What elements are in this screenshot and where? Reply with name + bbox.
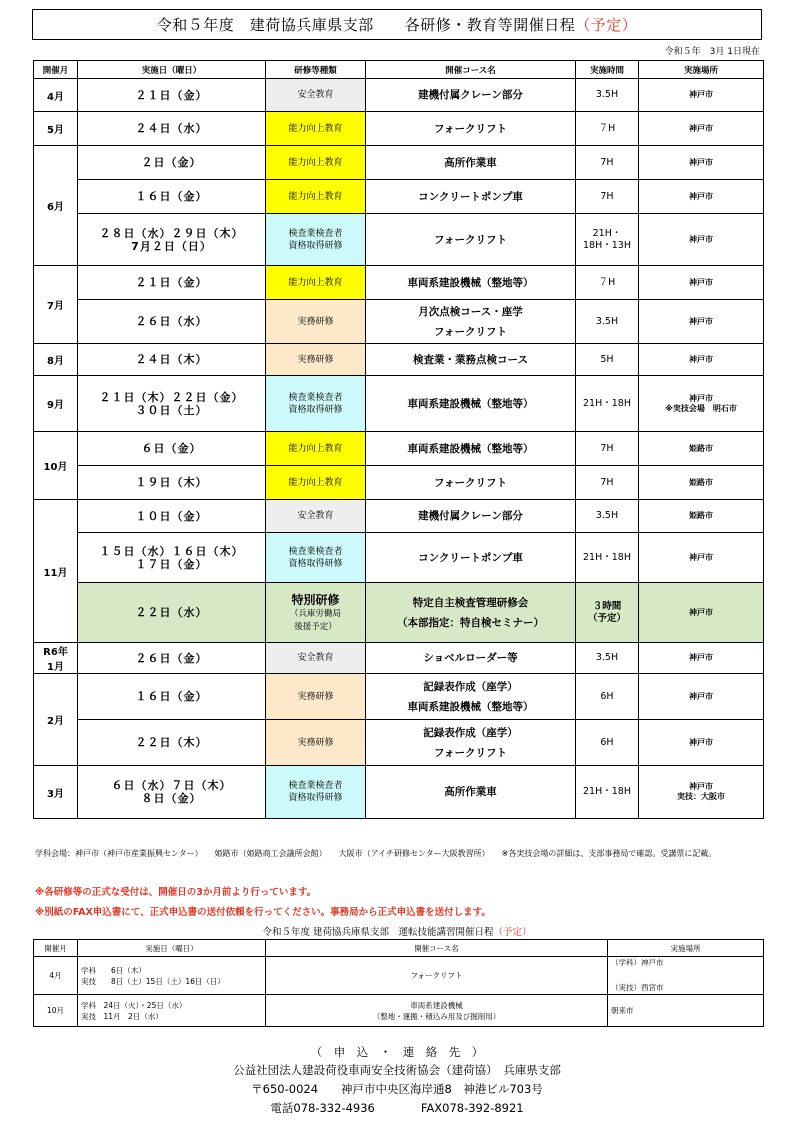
type-note: 後援予定）: [294, 621, 337, 632]
skills-row: [34, 995, 764, 1027]
as-of-date: 令和５年 3月 1日現在: [664, 47, 760, 57]
notice-fax: ※別紙のFAX申込書にて、正式申込書の送付依頼を行ってください。事務局から正式申込書を送付します。: [35, 907, 491, 918]
type-note: （兵庫労働局: [289, 608, 341, 619]
type-cell: 検査業検査者 資格取得研修: [266, 376, 366, 432]
hours-line: 21H・18H: [583, 397, 631, 409]
place-line: 神戸市: [689, 653, 713, 662]
course-cell: [366, 766, 576, 819]
schedule-row: [34, 146, 764, 180]
place-cell: [639, 720, 764, 766]
sub-place-line: 朝来市: [611, 1006, 634, 1015]
schedule-row: [34, 766, 764, 819]
date-cell: [78, 766, 266, 819]
month-cell: 3月: [34, 766, 78, 819]
place-line: 神戸市: [689, 552, 713, 562]
hours-line: 6H: [600, 690, 614, 702]
place-line: 神戸市: [689, 277, 713, 287]
type-cell: 能力向上教育: [266, 146, 366, 180]
sub-header-place: 実施場所: [608, 940, 764, 957]
date-cell: [78, 376, 266, 432]
hours-line: 21H・18H: [583, 551, 631, 563]
month-cell: 5月: [34, 112, 78, 146]
schedule-row: [34, 466, 764, 500]
date-cell: [78, 643, 266, 674]
schedule-row: [34, 432, 764, 466]
sub-title: [0, 924, 794, 938]
date-line: １５日（水）１６日（木）: [99, 544, 244, 558]
course-cell: [366, 300, 576, 344]
schedule-header-row: [34, 61, 764, 79]
type-cell: 安全教育: [266, 643, 366, 674]
date-line: １０日（金）: [135, 509, 208, 523]
type-cell: 安全教育: [266, 79, 366, 112]
place-cell: [639, 674, 764, 720]
course-cell: [366, 720, 576, 766]
course-line: 特定自主検査管理研修会: [412, 596, 529, 609]
course-cell: [366, 266, 576, 300]
sub-course-line: フォークリフト: [410, 971, 463, 980]
place-cell: [639, 180, 764, 214]
sub-date-line: 学科 6日（木）: [81, 965, 146, 975]
place-cell: [639, 533, 764, 583]
sub-place-line: （学科）神戸市: [611, 958, 664, 967]
date-line: ２８日（水）２９日（木）: [99, 226, 244, 240]
place-cell: [639, 766, 764, 819]
date-line: １７日（金）: [135, 557, 208, 571]
type-cell: 能力向上教育: [266, 180, 366, 214]
place-line: 姫路市: [689, 477, 713, 487]
place-line: 神戸市: [689, 316, 713, 326]
sub-date-cell: [78, 995, 266, 1027]
place-line: 姫路市: [689, 511, 713, 520]
course-line: 車両系建設機械（整地等）: [407, 276, 534, 289]
course-line: 車両系建設機械（整地等）: [407, 442, 534, 455]
type-cell: 実務研修: [266, 720, 366, 766]
type-cell: 能力向上教育: [266, 432, 366, 466]
type-cell: 検査業検査者 資格取得研修: [266, 766, 366, 819]
type-cell: 能力向上教育: [266, 112, 366, 146]
date-line: １６日（金）: [135, 190, 208, 203]
schedule-table: [33, 60, 764, 819]
hours-cell: [576, 300, 639, 344]
date-line: １６日（金）: [135, 690, 208, 703]
hours-cell: [576, 533, 639, 583]
sub-date-line: 実技 8日（土）15日（土）16日（日）: [81, 976, 225, 986]
sub-date-line: 実技 11月 2日（水）: [81, 1011, 163, 1021]
date-line: ３０日（土）: [135, 403, 208, 417]
hours-cell: [576, 180, 639, 214]
hours-line: 6H: [600, 736, 614, 748]
month-cell: 7月: [34, 266, 78, 344]
course-cell: [366, 112, 576, 146]
hours-cell: [576, 583, 639, 643]
place-cell: [639, 643, 764, 674]
title-suffix: （予定）: [575, 16, 638, 34]
hours-line: 3.5H: [595, 89, 619, 100]
hours-cell: [576, 112, 639, 146]
sub-course-cell: [266, 995, 608, 1027]
schedule-row: [34, 643, 764, 674]
type-cell: 実務研修: [266, 300, 366, 344]
header-month: 開催月: [34, 61, 78, 79]
notice-reception: ※各研修等の正式な受付は、開催日の3か月前より行っています。: [35, 887, 317, 898]
place-cell: [639, 112, 764, 146]
sub-place-line: （実技）西宮市: [611, 983, 664, 992]
course-cell: [366, 214, 576, 266]
date-cell: [78, 466, 266, 500]
place-cell: [639, 583, 764, 643]
course-cell: [366, 533, 576, 583]
hours-line: 7H: [600, 190, 614, 202]
course-cell: [366, 500, 576, 533]
hours-cell: [576, 766, 639, 819]
schedule-row: [34, 376, 764, 432]
course-line: フォークリフト: [434, 476, 507, 489]
course-cell: [366, 674, 576, 720]
skills-row: [34, 957, 764, 995]
header-type: 研修等種類: [266, 61, 366, 79]
course-line: 車両系建設機械（整地等）: [407, 397, 534, 410]
date-cell: [78, 112, 266, 146]
course-line: 建機付属クレーン部分: [418, 510, 523, 522]
schedule-row: [34, 79, 764, 112]
sub-header-month: 開催月: [34, 940, 78, 957]
place-line: 姫路市: [689, 443, 713, 453]
sub-date-cell: [78, 957, 266, 995]
course-line: コンクリートポンプ車: [418, 190, 523, 203]
place-cell: [639, 500, 764, 533]
course-line: 月次点検コース・座学: [418, 305, 523, 318]
venue-note: 学科会場：神戸市（神戸市産業振興センター） 姫路市（姫路商工会議所会館） 大阪市（アイチ研修センター大阪教習所） ※各実技会場の詳細は、支部事務局で確認。受講票に記載。: [35, 849, 717, 858]
schedule-row: [34, 674, 764, 720]
type-cell: 能力向上教育: [266, 266, 366, 300]
month-cell: 4月: [34, 79, 78, 112]
date-cell: [78, 300, 266, 344]
sub-header-course: 開催コース名: [266, 940, 608, 957]
place-line: 神戸市: [689, 782, 713, 791]
type-cell: 安全教育: [266, 500, 366, 533]
header-hours: 実施時間: [576, 61, 639, 79]
page-title: [32, 9, 762, 40]
course-line: （本部指定：特自検セミナー）: [397, 616, 544, 629]
hours-cell: [576, 643, 639, 674]
contact-org: 公益社団法人建設荷役車両安全技術協会（建荷協） 兵庫県支部: [233, 1063, 561, 1077]
sub-course-cell: [266, 957, 608, 995]
course-cell: [366, 180, 576, 214]
place-cell: [639, 146, 764, 180]
date-cell: [78, 432, 266, 466]
course-line: 高所作業車: [444, 156, 497, 169]
type-label: 特別研修: [291, 592, 340, 607]
hours-cell: [576, 432, 639, 466]
course-line: コンクリートポンプ車: [418, 551, 523, 564]
date-line: ８日（金）: [141, 792, 202, 805]
course-line: フォークリフト: [434, 746, 507, 759]
contact-address: 〒650-0024 神戸市中央区海岸通8 神港ビル703号: [251, 1082, 543, 1096]
type-cell: 検査業検査者 資格取得研修: [266, 533, 366, 583]
hours-cell: [576, 146, 639, 180]
month-cell: 6月: [34, 146, 78, 266]
sub-date-line: 学科 24日（火）・25日（水）: [81, 1000, 187, 1010]
contact-phone: 電話078-332-4936 FAX078-392-8921: [270, 1101, 524, 1115]
place-line: ※実技会場 明石市: [665, 403, 737, 413]
place-line: 神戸市: [689, 157, 713, 167]
course-cell: [366, 583, 576, 643]
sub-place-cell: [608, 995, 764, 1027]
type-cell: 能力向上教育: [266, 466, 366, 500]
date-cell: [78, 344, 266, 376]
date-line: ２１日（金）: [135, 88, 208, 102]
sub-title-main: 令和５年度 建荷協兵庫県支部 運転技能講習開催日程: [262, 927, 494, 938]
place-cell: [639, 79, 764, 112]
schedule-row: [34, 112, 764, 146]
hours-cell: [576, 376, 639, 432]
date-line: 7月２日（日）: [131, 239, 212, 253]
hours-cell: [576, 500, 639, 533]
course-line: 検査業・業務点検コース: [413, 353, 528, 366]
type-cell: 実務研修: [266, 344, 366, 376]
sub-place-cell: [608, 957, 764, 995]
place-line: 神戸市: [689, 234, 713, 244]
sub-title-suffix: （予定）: [493, 927, 532, 938]
skills-table: [33, 939, 764, 1027]
course-line: 建機付属クレーン部分: [418, 89, 523, 101]
place-cell: [639, 432, 764, 466]
hours-cell: [576, 266, 639, 300]
place-cell: [639, 466, 764, 500]
hours-line: ７H: [598, 122, 616, 134]
place-line: 神戸市: [689, 90, 713, 99]
sub-month-cell: 4月: [34, 957, 78, 995]
hours-line: 21H・: [592, 227, 622, 239]
type-cell: [266, 583, 366, 643]
date-cell: [78, 266, 266, 300]
date-cell: [78, 180, 266, 214]
date-line: ２６日（金）: [135, 651, 208, 665]
date-cell: [78, 720, 266, 766]
date-line: ２２日（木）: [135, 736, 208, 749]
date-cell: [78, 146, 266, 180]
place-line: 神戸市: [689, 354, 713, 364]
course-cell: [366, 432, 576, 466]
month-cell: 8月: [34, 344, 78, 376]
place-line: 神戸市: [689, 393, 713, 403]
hours-line: 5H: [600, 353, 614, 365]
place-line: 神戸市: [689, 607, 713, 617]
place-line: 実技：大阪市: [677, 792, 725, 801]
hours-line: 18H・13H: [583, 239, 631, 251]
month-cell: 10月: [34, 432, 78, 500]
hours-line: ３時間: [592, 600, 622, 612]
date-cell: [78, 583, 266, 643]
schedule-row: [34, 500, 764, 533]
course-line: ショベルローダー等: [423, 652, 518, 664]
hours-cell: [576, 79, 639, 112]
date-line: ２４日（木）: [135, 353, 208, 366]
contact-heading: （ 申 込 ・ 連 絡 先 ）: [310, 1045, 484, 1059]
header-date: 実施日（曜日）: [78, 61, 266, 79]
sub-course-line: 車両系建設機械: [410, 1000, 463, 1010]
hours-line: ７H: [598, 276, 616, 288]
course-cell: [366, 466, 576, 500]
date-cell: [78, 79, 266, 112]
hours-line: 3.5H: [595, 510, 619, 521]
place-cell: [639, 376, 764, 432]
schedule-row: [34, 180, 764, 214]
course-line: 高所作業車: [444, 786, 497, 798]
place-cell: [639, 300, 764, 344]
month-cell: R6年 1月: [34, 643, 78, 674]
schedule-row: [34, 344, 764, 376]
date-line: ２１日（金）: [135, 276, 208, 289]
course-cell: [366, 79, 576, 112]
date-line: ６日（金）: [141, 442, 202, 455]
course-line: 車両系建設機械（整地等）: [407, 700, 534, 713]
type-cell: 実務研修: [266, 674, 366, 720]
hours-line: 3.5H: [595, 315, 619, 327]
course-line: 記録表作成（座学）: [423, 726, 518, 739]
date-line: ２４日（水）: [135, 122, 208, 135]
sub-course-line: （整地・運搬・積込み用及び掘削用）: [372, 1011, 501, 1021]
hours-cell: [576, 214, 639, 266]
date-cell: [78, 214, 266, 266]
hours-line: 3.5H: [595, 652, 619, 663]
date-line: １９日（木）: [135, 476, 208, 489]
date-line: ２日（金）: [141, 156, 202, 169]
header-place: 実施場所: [639, 61, 764, 79]
course-cell: [366, 344, 576, 376]
course-line: フォークリフト: [434, 325, 507, 338]
date-line: ２６日（水）: [135, 315, 208, 328]
schedule-row: [34, 266, 764, 300]
skills-header-row: [34, 940, 764, 957]
hours-line: 21H・18H: [583, 786, 631, 797]
hours-line: （予定）: [587, 612, 626, 624]
hours-cell: [576, 344, 639, 376]
place-cell: [639, 344, 764, 376]
month-cell: 11月: [34, 500, 78, 643]
date-cell: [78, 674, 266, 720]
place-cell: [639, 214, 764, 266]
course-line: 記録表作成（座学）: [423, 680, 518, 693]
course-line: フォークリフト: [434, 233, 507, 246]
date-line: ２１日（木）２２日（金）: [99, 390, 244, 404]
hours-line: 7H: [600, 156, 614, 168]
schedule-row: [34, 720, 764, 766]
schedule-row: [34, 300, 764, 344]
schedule-row: [34, 214, 764, 266]
place-line: 神戸市: [689, 191, 713, 201]
hours-line: 7H: [600, 476, 614, 488]
date-cell: [78, 500, 266, 533]
sub-month-cell: 10月: [34, 995, 78, 1027]
place-line: 神戸市: [689, 123, 713, 133]
date-line: ２２日（水）: [135, 606, 208, 619]
place-line: 神戸市: [689, 737, 713, 747]
schedule-row: [34, 583, 764, 643]
month-cell: 9月: [34, 376, 78, 432]
course-cell: [366, 643, 576, 674]
hours-cell: [576, 720, 639, 766]
title-main: 令和５年度 建荷協兵庫県支部 各研修・教育等開催日程: [156, 16, 576, 34]
date-line: ６日（水）７日（木）: [111, 779, 232, 792]
hours-cell: [576, 466, 639, 500]
place-line: 神戸市: [689, 691, 713, 701]
hours-line: 7H: [600, 442, 614, 454]
course-cell: [366, 146, 576, 180]
course-cell: [366, 376, 576, 432]
header-course: 開催コース名: [366, 61, 576, 79]
date-cell: [78, 533, 266, 583]
schedule-row: [34, 533, 764, 583]
type-cell: 検査業検査者 資格取得研修: [266, 214, 366, 266]
hours-cell: [576, 674, 639, 720]
sub-header-date: 実施日（曜日）: [78, 940, 266, 957]
course-line: フォークリフト: [434, 122, 507, 135]
place-cell: [639, 266, 764, 300]
month-cell: 2月: [34, 674, 78, 766]
